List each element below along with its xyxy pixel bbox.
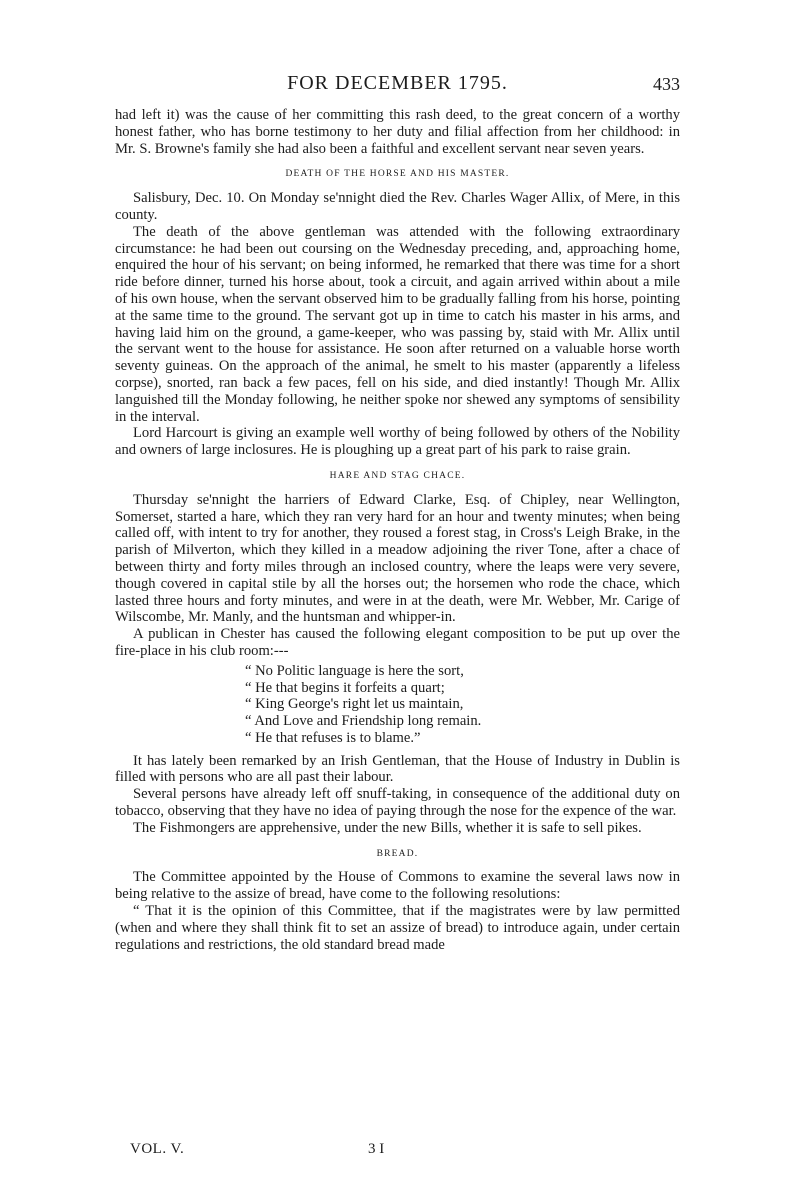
paragraph: Lord Harcourt is giving an example well worthy of being followed by others of the Nobility and owners of large inclosures. He is ploughing up a great part of his park to raise grain. xyxy=(115,425,680,459)
paragraph: had left it) was the cause of her committing this rash deed, to the great concern of a worthy honest father, who has borne testimony to her duty and filial affection from her childhood: in Mr. S. Browne's family she had also been a faithful and excellent servant near seven years. xyxy=(115,107,680,157)
paragraph: “ That it is the opinion of this Committee, that if the magistrates were by law permitted (when and where they shall think fit to set an assize of bread) to introduce again, under certain regulations and restrictions, the old standard bread made xyxy=(115,903,680,953)
article-body xyxy=(115,107,680,953)
verse-line: “ King George's right let us maintain, xyxy=(245,696,464,713)
verse-block xyxy=(245,663,680,747)
verse-line: “ He that begins it forfeits a quart; xyxy=(245,679,445,696)
paragraph: Several persons have already left off snuff-taking, in consequence of the additional duty on tobacco, observing that they have no idea of paying through the nose for the expence of the war. xyxy=(115,786,680,820)
section-heading: DEATH OF THE HORSE AND HIS MASTER. xyxy=(285,169,510,180)
paragraph: The Committee appointed by the House of Commons to examine the several laws now in being relative to the assize of bread, have come to the following resolutions: xyxy=(115,869,680,903)
paragraph: Thursday se'nnight the harriers of Edward Clarke, Esq. of Chipley, near Wellington, Somerset, started a hare, which they ran very hard for an hour and twenty minutes; when being called off, with intent to try for another, they roused a forest stag, in Cross's Leigh Brake, in the parish of Milverton, which they killed in a meadow adjoining the river Tone, after a chace of between thirty and forty miles through an inclosed country, where the leaps were very severe, though covered in capital stile by all the horses out; the horsemen who rode the chace, which lasted three hours and forty minutes, and were in at the death, were Mr. Webber, Mr. Carige of Wilscombe, Mr. Manly, and the huntsman and whipper-in. xyxy=(115,491,680,626)
volume-mark: VOL. V. xyxy=(130,1141,185,1157)
page-number: 433 xyxy=(653,74,680,94)
paragraph: The Fishmongers are apprehensive, under the new Bills, whether it is safe to sell pikes. xyxy=(133,819,642,836)
running-head: FOR DECEMBER 1795. xyxy=(287,72,508,94)
page-header xyxy=(115,72,680,102)
signature-mark: 3 I xyxy=(368,1141,385,1157)
verse-line: “ He that refuses is to blame.” xyxy=(245,729,421,746)
verse-line: “ No Politic language is here the sort, xyxy=(245,662,464,679)
section-heading: BREAD. xyxy=(376,848,419,859)
section-heading: HARE AND STAG CHACE. xyxy=(329,470,466,481)
page-footer xyxy=(130,1141,430,1159)
paragraph: A publican in Chester has caused the following elegant composition to be put up over the fire-place in his club room:--- xyxy=(115,626,680,659)
paragraph: The death of the above gentleman was attended with the following extraordinary circumstance: he had been out coursing on the Wednesday preceding, and, approaching home, enquired the hour of his servant; on being informed, he remarked that there was time for a short ride before dinner, turned his horse about, took a circuit, and again arrived within about a mile of his own house, when the servant observed him to be gradually falling from his horse, pointing at the same time to the ground. The servant got up in time to catch his master in his arms, and having laid him on the ground, a game-keeper, who was passing by, staid with Mr. Allix until the servant went to the house for assistance. He soon after returned on a valuable horse worth seventy guineas. On the approach of the animal, he smelt to his master (apparently a lifeless corpse), snorted, ran back a few paces, fell on his side, and died instantly! Though Mr. Allix languished till the Monday following, he neither spoke nor shewed any symptoms of sensibility in the interval. xyxy=(115,223,680,425)
paragraph: It has lately been remarked by an Irish Gentleman, that the House of Industry in Dublin is filled with persons who are all past their labour. xyxy=(115,752,680,786)
verse-line: “ And Love and Friendship long remain. xyxy=(245,713,482,730)
paragraph: Salisbury, Dec. 10. On Monday se'nnight died the Rev. Charles Wager Allix, of Mere, in this county. xyxy=(115,190,680,223)
